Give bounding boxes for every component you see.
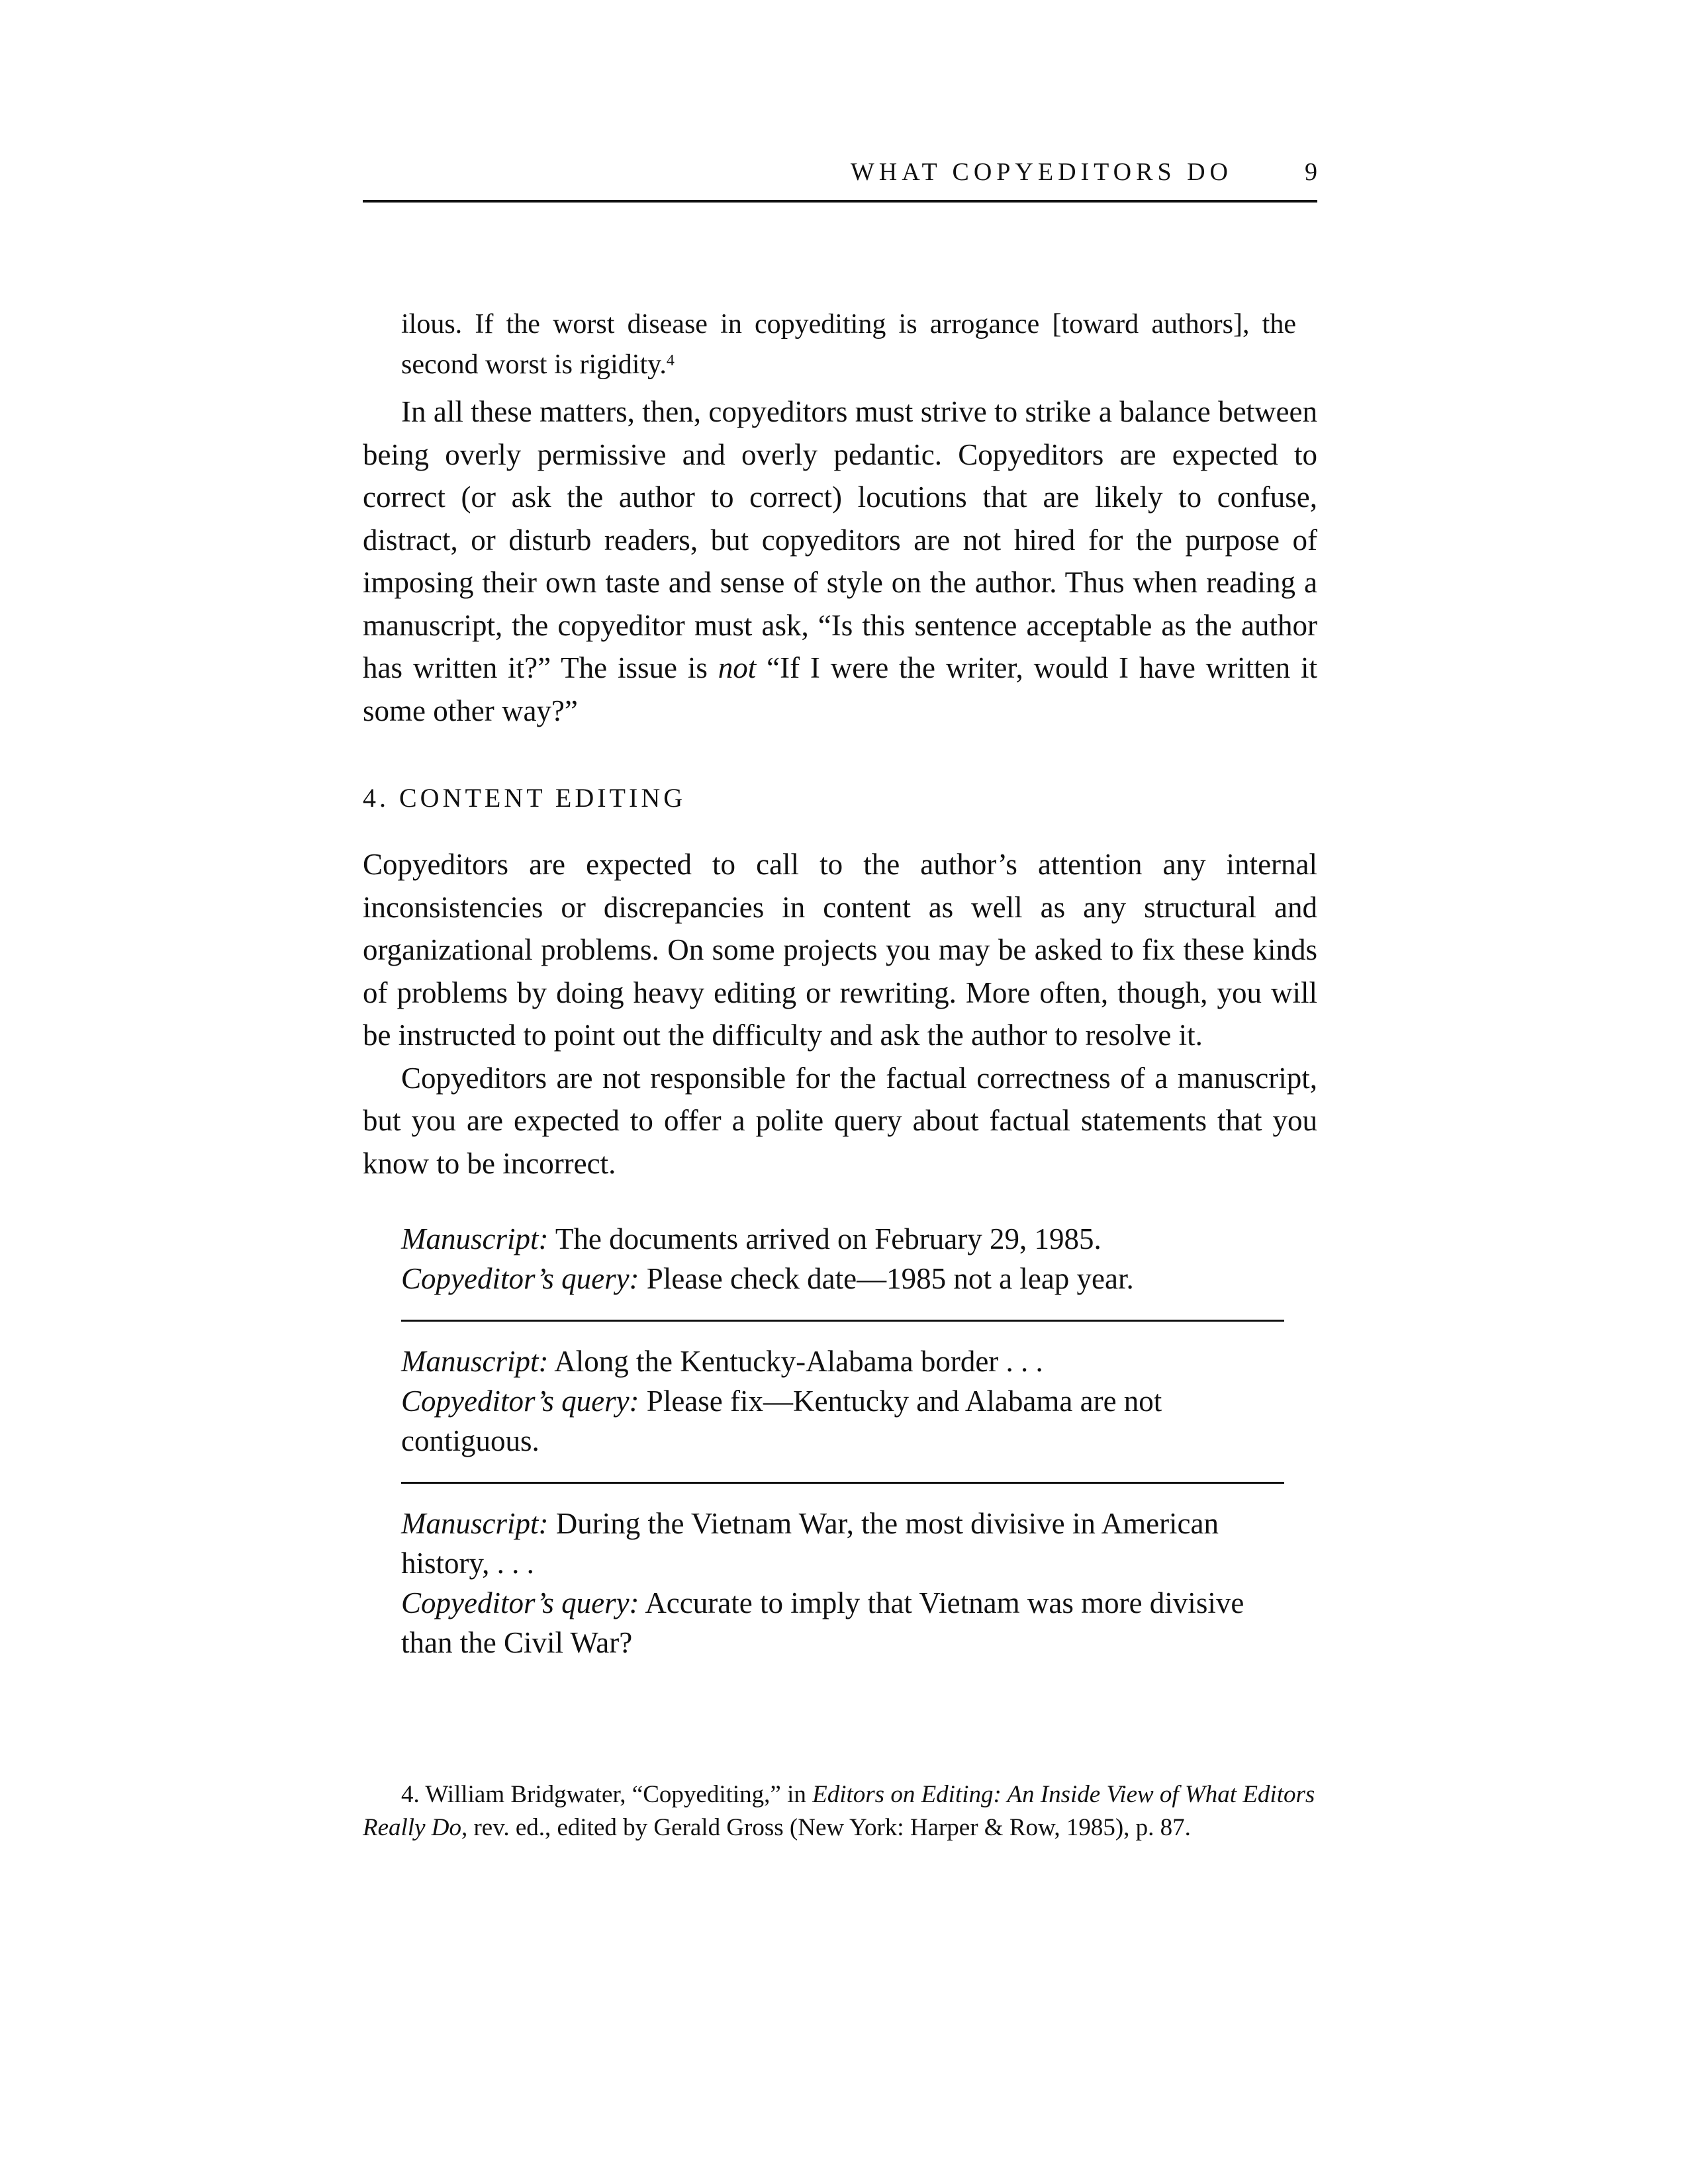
section-body bbox=[363, 843, 1317, 1185]
query-text: Please fix—Kentucky and Alabama are not contiguous. bbox=[401, 1385, 1162, 1457]
query-label: Copyeditor’s query: bbox=[401, 1586, 639, 1619]
manuscript-text: Along the Kentucky-Alabama border . . . bbox=[548, 1345, 1043, 1378]
footnote-number: 4. bbox=[401, 1781, 420, 1808]
footnote-text: rev. ed., edited by Gerald Gross (New York: Harper & Row, 1985), p. 87. bbox=[467, 1814, 1191, 1841]
query-line bbox=[401, 1381, 1284, 1461]
header-rule bbox=[363, 200, 1317, 203]
section-heading: 4. CONTENT EDITING bbox=[363, 783, 686, 813]
manuscript-line bbox=[401, 1342, 1284, 1381]
query-label: Copyeditor’s query: bbox=[401, 1385, 639, 1418]
example-item bbox=[401, 1342, 1284, 1461]
paragraph-content-editing: Copyeditors are expected to call to the author’s attention any internal inconsistencies or discrepancies in content as well as any structural and organizational problems. On some projects you may be asked to fix these kinds of problems by doing heavy editing or rewriting. More often, though, you will be instructed to point out the difficulty and ask the author to resolve it. bbox=[363, 848, 1317, 1052]
manuscript-line bbox=[401, 1219, 1284, 1259]
manuscript-label: Manuscript: bbox=[401, 1507, 549, 1540]
example-divider bbox=[401, 1320, 1284, 1322]
manuscript-text: The documents arrived on February 29, 1985. bbox=[548, 1222, 1102, 1255]
example-item bbox=[401, 1219, 1284, 1298]
running-head bbox=[363, 158, 1317, 191]
manuscript-label: Manuscript: bbox=[401, 1345, 549, 1378]
query-line bbox=[401, 1583, 1284, 1662]
page-number: 9 bbox=[1305, 158, 1317, 186]
paragraph-text: “If I were the writer, would I have written it some other way?” bbox=[363, 651, 1317, 727]
manuscript-line bbox=[401, 1504, 1284, 1583]
footnote bbox=[363, 1778, 1317, 1844]
emphasis-text: not bbox=[718, 651, 757, 684]
footnote-book-title: Editors on Editing: An Inside View of What Editors Really Do, bbox=[363, 1781, 1315, 1841]
quote-text: ilous. If the worst disease in copyediting is arrogance [toward authors], the second worst is rigidity. bbox=[401, 309, 1296, 380]
running-head-title: WHAT COPYEDITORS DO bbox=[850, 158, 1233, 186]
query-line bbox=[401, 1259, 1284, 1298]
example-divider bbox=[401, 1482, 1284, 1484]
query-text: Accurate to imply that Vietnam was more divisive than the Civil War? bbox=[401, 1586, 1244, 1659]
paragraph-factual-correctness: Copyeditors are not responsible for the factual correctness of a manuscript, but you are expected to offer a polite query about factual statements that you know to be incorrect. bbox=[363, 1061, 1317, 1180]
query-label: Copyeditor’s query: bbox=[401, 1262, 639, 1295]
example-item bbox=[401, 1504, 1284, 1662]
footnote-text: William Bridgwater, “Copyediting,” in bbox=[419, 1781, 813, 1808]
block-quote-continuation bbox=[401, 304, 1296, 385]
manuscript-label: Manuscript: bbox=[401, 1222, 549, 1255]
paragraph-text: In all these matters, then, copyeditors must strive to strike a balance between being overly permissive and overly pedantic. Copyeditors are expected to correct (or ask the author to correct) locutions that are likely to confuse, distract, or disturb readers, but copyeditors are not hired for the purpose of imposing their own taste and sense of style on the author. Thus when reading a manuscript, the copyeditor must ask, “Is this sentence acceptable as the author has written it?” The issue is bbox=[363, 395, 1317, 684]
footnote-reference[interactable]: 4 bbox=[666, 352, 675, 369]
manuscript-text: During the Vietnam War, the most divisive in American history, . . . bbox=[401, 1507, 1219, 1580]
paragraph-balance bbox=[363, 390, 1317, 732]
examples-list bbox=[401, 1219, 1284, 1662]
query-text: Please check date—1985 not a leap year. bbox=[639, 1262, 1134, 1295]
